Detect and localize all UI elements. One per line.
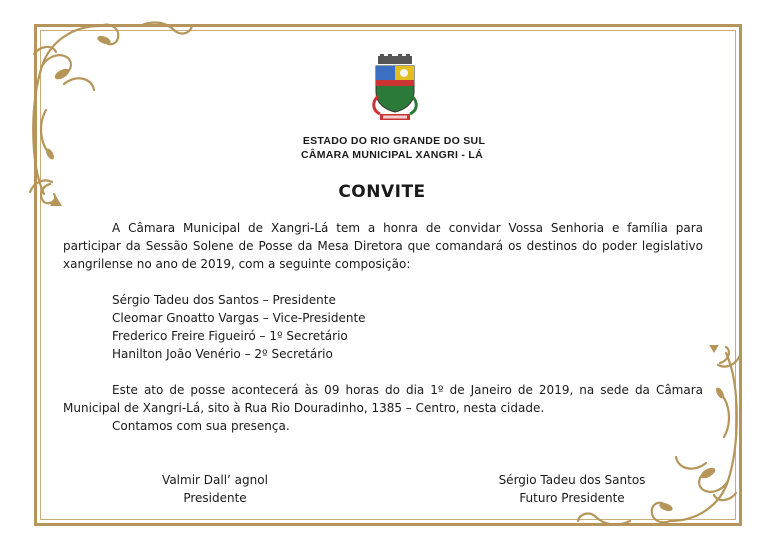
document-title: CONVITE [338, 182, 426, 202]
signature-block-current-president [140, 471, 290, 507]
signature-role: Presidente [183, 491, 247, 505]
member-president: Sérgio Tadeu dos Santos – Presidente [112, 293, 336, 307]
signature-role: Futuro Presidente [519, 491, 625, 505]
state-heading: ESTADO DO RIO GRANDE DO SUL [302, 135, 486, 147]
closing-line: Contamos com sua presença. [112, 419, 290, 433]
signature-name: Sérgio Tadeu dos Santos [498, 473, 646, 487]
chamber-heading: CÂMARA MUNICIPAL XANGRI - LÁ [300, 149, 484, 161]
member-vice-president: Cleomar Gnoatto Vargas – Vice-Presidente [112, 311, 366, 325]
signature-name: Valmir Dall’ agnol [162, 473, 268, 487]
member-first-secretary: Frederico Freire Figueiró – 1º Secretário [112, 329, 348, 343]
details-paragraph: Este ato de posse acontecerá às 09 horas do dia 1º de Janeiro de 2019, na sede da Câmara Municipal de Xangri-Lá, sito à Rua Rio Douradinho, 1385 – Centro, nesta cidade. [63, 383, 703, 415]
signature-block-future-president [482, 471, 662, 507]
member-second-secretary: Hanilton João Venério – 2º Secretário [112, 347, 333, 361]
ornament-corner-bottom-right [560, 345, 760, 545]
board-members-list [112, 291, 366, 363]
intro-paragraph: A Câmara Municipal de Xangri-Lá tem a honra de convidar Vossa Senhoria e família para participar da Sessão Solene de Posse da Mesa Diretora que comandará os destinos do poder legislativo xangrilense no ano de 2019, com a seguinte composição: [63, 221, 703, 271]
municipal-coat-of-arms-icon [364, 54, 426, 122]
